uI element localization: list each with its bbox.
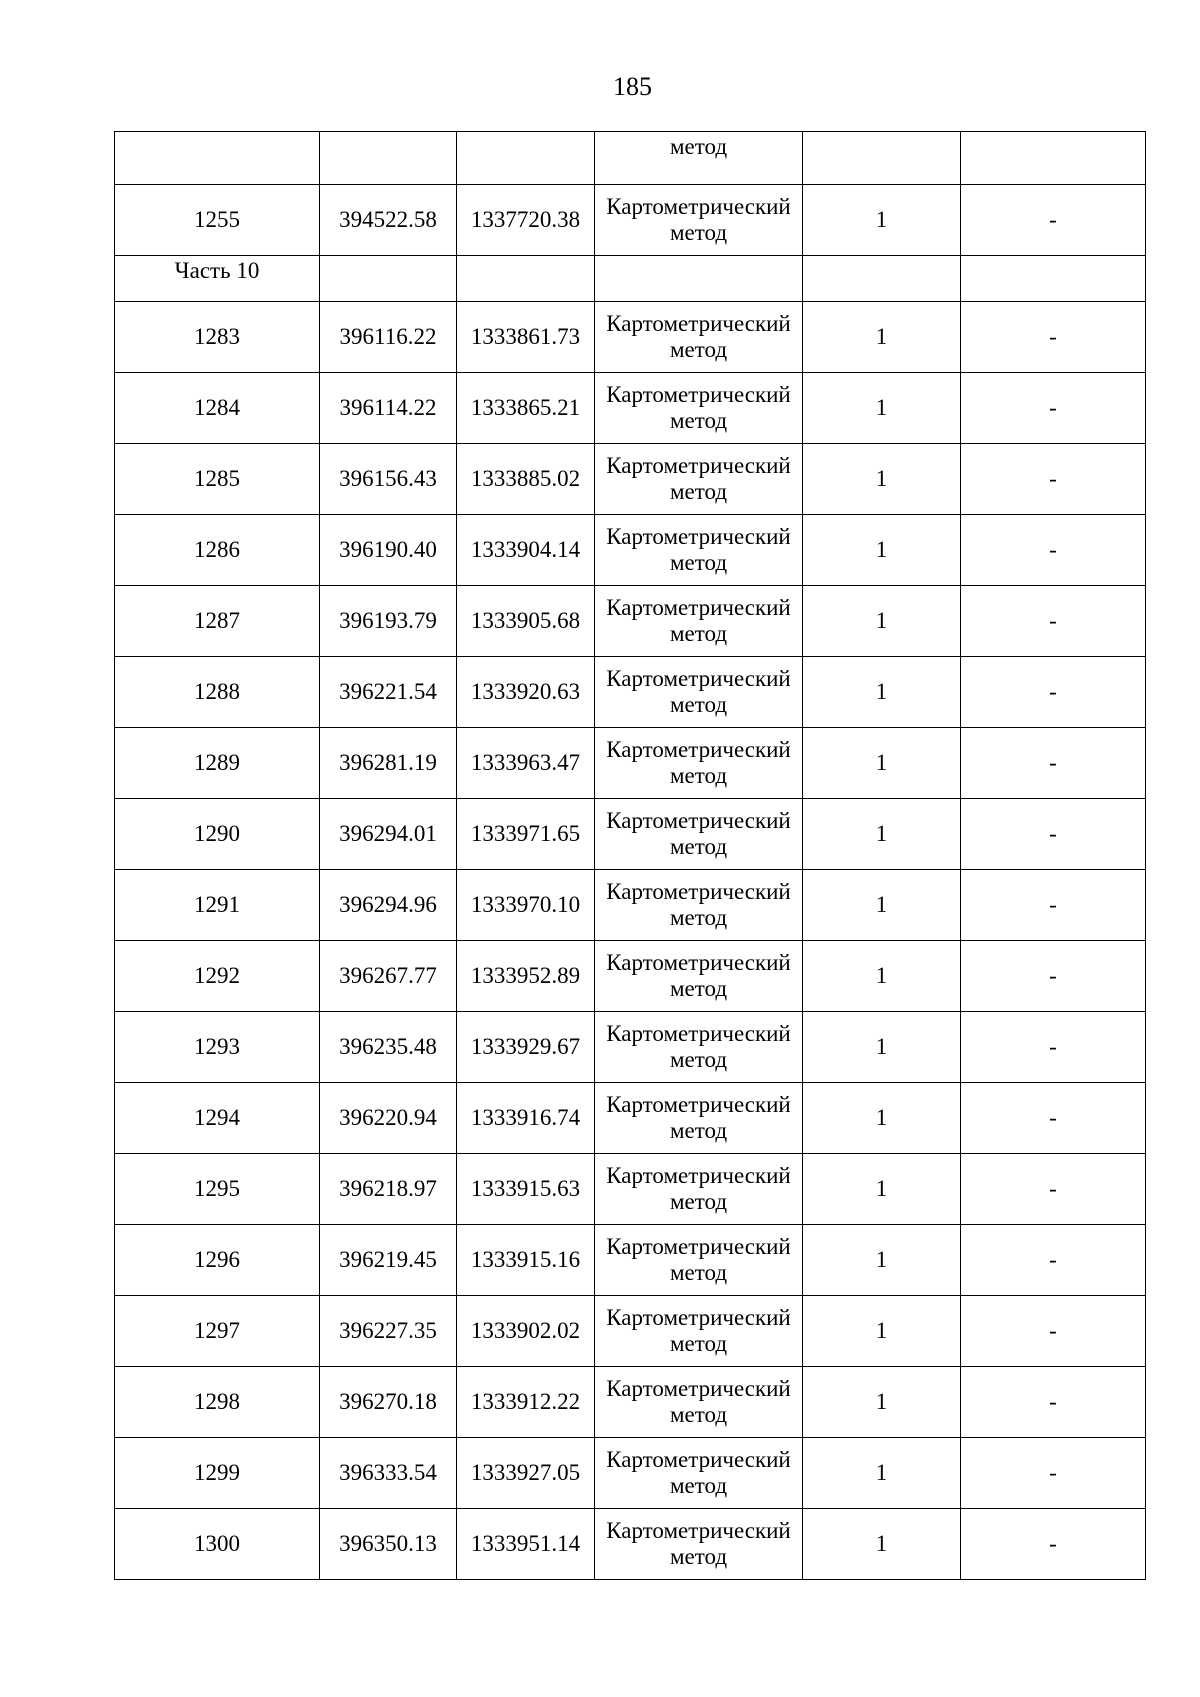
cell-x: 396116.22 bbox=[320, 302, 457, 373]
cell-x: 396156.43 bbox=[320, 444, 457, 515]
cell-y: 1333951.14 bbox=[457, 1509, 595, 1580]
cell-y: 1333865.21 bbox=[457, 373, 595, 444]
cell-accuracy: 1 bbox=[803, 1012, 961, 1083]
method-line-1: Картометрический bbox=[606, 1021, 791, 1046]
cell-x: 396350.13 bbox=[320, 1509, 457, 1580]
method-line-1: Картометрический bbox=[606, 524, 791, 549]
cell-x: 394522.58 bbox=[320, 185, 457, 256]
method-line-2: метод bbox=[669, 692, 728, 717]
cell-note: - bbox=[961, 657, 1146, 728]
table-row bbox=[115, 373, 1146, 444]
method-line-1: Картометрический bbox=[606, 737, 791, 762]
cell-accuracy bbox=[803, 132, 961, 185]
method-line-2: метод bbox=[669, 976, 728, 1001]
cell-note: - bbox=[961, 1083, 1146, 1154]
cell-x: 396235.48 bbox=[320, 1012, 457, 1083]
table-row bbox=[115, 1225, 1146, 1296]
cell-y: 1333927.05 bbox=[457, 1438, 595, 1509]
method-line-2: метод bbox=[669, 763, 728, 788]
cell-empty bbox=[961, 256, 1146, 302]
cell-method bbox=[595, 302, 803, 373]
cell-note: - bbox=[961, 373, 1146, 444]
cell-x: 396190.40 bbox=[320, 515, 457, 586]
cell-x: 396227.35 bbox=[320, 1296, 457, 1367]
cell-note: - bbox=[961, 799, 1146, 870]
table-row bbox=[115, 1083, 1146, 1154]
table-row bbox=[115, 728, 1146, 799]
cell-note: - bbox=[961, 302, 1146, 373]
cell-x: 396294.96 bbox=[320, 870, 457, 941]
cell-method bbox=[595, 185, 803, 256]
cell-point: 1255 bbox=[115, 185, 320, 256]
cell-point: 1290 bbox=[115, 799, 320, 870]
cell-y: 1333915.16 bbox=[457, 1225, 595, 1296]
table-row bbox=[115, 1296, 1146, 1367]
cell-point: 1295 bbox=[115, 1154, 320, 1225]
cell-method bbox=[595, 1012, 803, 1083]
method-line-2: метод bbox=[669, 1118, 728, 1143]
method-line-2: метод bbox=[669, 1473, 728, 1498]
cell-point: 1299 bbox=[115, 1438, 320, 1509]
cell-point: 1300 bbox=[115, 1509, 320, 1580]
cell-note: - bbox=[961, 1296, 1146, 1367]
cell-empty bbox=[595, 256, 803, 302]
cell-x: 396193.79 bbox=[320, 586, 457, 657]
cell-method bbox=[595, 1367, 803, 1438]
cell-method bbox=[595, 1083, 803, 1154]
cell-note: - bbox=[961, 1225, 1146, 1296]
method-line-2: метод bbox=[669, 1331, 728, 1356]
method-line-1: Картометрический bbox=[606, 950, 791, 975]
cell-point: 1285 bbox=[115, 444, 320, 515]
cell-note bbox=[961, 132, 1146, 185]
method-line-2: метод bbox=[669, 550, 728, 575]
cell-method bbox=[595, 728, 803, 799]
table-body bbox=[115, 132, 1146, 1580]
cell-accuracy: 1 bbox=[803, 1083, 961, 1154]
method-line-1: Картометрический bbox=[606, 194, 791, 219]
cell-note: - bbox=[961, 444, 1146, 515]
method-line-1: Картометрический bbox=[606, 1518, 791, 1543]
cell-x: 396220.94 bbox=[320, 1083, 457, 1154]
cell-note: - bbox=[961, 1438, 1146, 1509]
cell-y: 1333916.74 bbox=[457, 1083, 595, 1154]
cell-accuracy: 1 bbox=[803, 515, 961, 586]
cell-point: 1293 bbox=[115, 1012, 320, 1083]
method-line-2: метод bbox=[669, 1189, 728, 1214]
method-line-2: метод bbox=[669, 1544, 728, 1569]
cell-accuracy: 1 bbox=[803, 941, 961, 1012]
table-row bbox=[115, 870, 1146, 941]
cell-method bbox=[595, 941, 803, 1012]
method-line-2: метод bbox=[669, 1402, 728, 1427]
cell-y: 1333971.65 bbox=[457, 799, 595, 870]
cell-accuracy: 1 bbox=[803, 1225, 961, 1296]
cell-note: - bbox=[961, 728, 1146, 799]
cell-y: 1333912.22 bbox=[457, 1367, 595, 1438]
cell-accuracy: 1 bbox=[803, 586, 961, 657]
cell-y: 1333929.67 bbox=[457, 1012, 595, 1083]
section-label: Часть 10 bbox=[115, 256, 320, 302]
cell-note: - bbox=[961, 941, 1146, 1012]
cell-x: 396270.18 bbox=[320, 1367, 457, 1438]
cell-y: 1333904.14 bbox=[457, 515, 595, 586]
cell-y: 1333952.89 bbox=[457, 941, 595, 1012]
cell-x: 396221.54 bbox=[320, 657, 457, 728]
cell-y: 1333963.47 bbox=[457, 728, 595, 799]
method-line-2: метод bbox=[669, 479, 728, 504]
method-line-2: метод bbox=[669, 337, 728, 362]
cell-x: 396114.22 bbox=[320, 373, 457, 444]
cell-accuracy: 1 bbox=[803, 185, 961, 256]
table-row bbox=[115, 1509, 1146, 1580]
cell-note: - bbox=[961, 586, 1146, 657]
method-line-1: Картометрический bbox=[606, 808, 791, 833]
section-row bbox=[115, 256, 1146, 302]
table-row bbox=[115, 1367, 1146, 1438]
cell-x: 396267.77 bbox=[320, 941, 457, 1012]
cell-x: 396333.54 bbox=[320, 1438, 457, 1509]
cell-y: 1333970.10 bbox=[457, 870, 595, 941]
cell-method bbox=[595, 1509, 803, 1580]
cell-x bbox=[320, 132, 457, 185]
cell-point: 1294 bbox=[115, 1083, 320, 1154]
cell-point: 1291 bbox=[115, 870, 320, 941]
cell-x: 396218.97 bbox=[320, 1154, 457, 1225]
method-line-1: Картометрический bbox=[606, 1305, 791, 1330]
cell-method bbox=[595, 373, 803, 444]
coordinates-table bbox=[114, 131, 1146, 1580]
table-row bbox=[115, 302, 1146, 373]
cell-accuracy: 1 bbox=[803, 657, 961, 728]
cell-y: 1333902.02 bbox=[457, 1296, 595, 1367]
method-line-1: Картометрический bbox=[606, 595, 791, 620]
cell-accuracy: 1 bbox=[803, 302, 961, 373]
method-line-1: Картометрический bbox=[606, 1092, 791, 1117]
method-line-1: Картометрический bbox=[606, 453, 791, 478]
table-row bbox=[115, 185, 1146, 256]
cell-method bbox=[595, 1296, 803, 1367]
cell-accuracy: 1 bbox=[803, 799, 961, 870]
table-row bbox=[115, 657, 1146, 728]
cell-accuracy: 1 bbox=[803, 1154, 961, 1225]
method-line-1: Картометрический bbox=[606, 1163, 791, 1188]
table-row bbox=[115, 941, 1146, 1012]
cell-y: 1333861.73 bbox=[457, 302, 595, 373]
table-row bbox=[115, 799, 1146, 870]
cell-point: 1284 bbox=[115, 373, 320, 444]
method-line-2: метод bbox=[669, 834, 728, 859]
cell-point: 1292 bbox=[115, 941, 320, 1012]
cell-method: метод bbox=[595, 132, 803, 185]
cell-note: - bbox=[961, 870, 1146, 941]
method-line-1: Картометрический bbox=[606, 879, 791, 904]
cell-accuracy: 1 bbox=[803, 1438, 961, 1509]
cell-accuracy: 1 bbox=[803, 1509, 961, 1580]
cell-point: 1289 bbox=[115, 728, 320, 799]
cell-point: 1288 bbox=[115, 657, 320, 728]
cell-accuracy: 1 bbox=[803, 373, 961, 444]
cell-point bbox=[115, 132, 320, 185]
cell-accuracy: 1 bbox=[803, 1296, 961, 1367]
table-row bbox=[115, 586, 1146, 657]
cell-accuracy: 1 bbox=[803, 870, 961, 941]
method-line-2: метод bbox=[669, 220, 728, 245]
cell-x: 396219.45 bbox=[320, 1225, 457, 1296]
method-line-1: Картометрический bbox=[606, 1376, 791, 1401]
cell-y: 1337720.38 bbox=[457, 185, 595, 256]
cell-accuracy: 1 bbox=[803, 444, 961, 515]
cell-method bbox=[595, 444, 803, 515]
cell-note: - bbox=[961, 515, 1146, 586]
cell-note: - bbox=[961, 1367, 1146, 1438]
cell-point: 1283 bbox=[115, 302, 320, 373]
method-line-2: метод bbox=[669, 408, 728, 433]
cell-empty bbox=[803, 256, 961, 302]
cell-y: 1333920.63 bbox=[457, 657, 595, 728]
cell-empty bbox=[457, 256, 595, 302]
method-line-2: метод bbox=[669, 1047, 728, 1072]
cell-note: - bbox=[961, 1012, 1146, 1083]
method-line-2: метод bbox=[669, 1260, 728, 1285]
cell-method bbox=[595, 657, 803, 728]
method-line-1: Картометрический bbox=[606, 1234, 791, 1259]
method-line-1: Картометрический bbox=[606, 1447, 791, 1472]
cell-accuracy: 1 bbox=[803, 1367, 961, 1438]
table-row-continuation bbox=[115, 132, 1146, 185]
cell-point: 1287 bbox=[115, 586, 320, 657]
cell-method bbox=[595, 1154, 803, 1225]
cell-y bbox=[457, 132, 595, 185]
cell-y: 1333905.68 bbox=[457, 586, 595, 657]
cell-note: - bbox=[961, 1509, 1146, 1580]
method-line-2: метод bbox=[669, 621, 728, 646]
method-line-1: Картометрический bbox=[606, 382, 791, 407]
cell-note: - bbox=[961, 1154, 1146, 1225]
method-line-1: Картометрический bbox=[606, 666, 791, 691]
cell-point: 1296 bbox=[115, 1225, 320, 1296]
table-row bbox=[115, 515, 1146, 586]
cell-y: 1333885.02 bbox=[457, 444, 595, 515]
cell-point: 1286 bbox=[115, 515, 320, 586]
cell-y: 1333915.63 bbox=[457, 1154, 595, 1225]
cell-method bbox=[595, 586, 803, 657]
cell-note: - bbox=[961, 185, 1146, 256]
cell-method bbox=[595, 515, 803, 586]
table-row bbox=[115, 444, 1146, 515]
cell-accuracy: 1 bbox=[803, 728, 961, 799]
table-row bbox=[115, 1438, 1146, 1509]
cell-x: 396281.19 bbox=[320, 728, 457, 799]
method-line-1: Картометрический bbox=[606, 311, 791, 336]
cell-empty bbox=[320, 256, 457, 302]
cell-point: 1297 bbox=[115, 1296, 320, 1367]
page-number: 185 bbox=[613, 72, 652, 101]
method-line-2: метод bbox=[669, 905, 728, 930]
cell-method bbox=[595, 1438, 803, 1509]
cell-x: 396294.01 bbox=[320, 799, 457, 870]
cell-method bbox=[595, 1225, 803, 1296]
table-row bbox=[115, 1012, 1146, 1083]
cell-method bbox=[595, 799, 803, 870]
cell-point: 1298 bbox=[115, 1367, 320, 1438]
cell-method bbox=[595, 870, 803, 941]
table-row bbox=[115, 1154, 1146, 1225]
